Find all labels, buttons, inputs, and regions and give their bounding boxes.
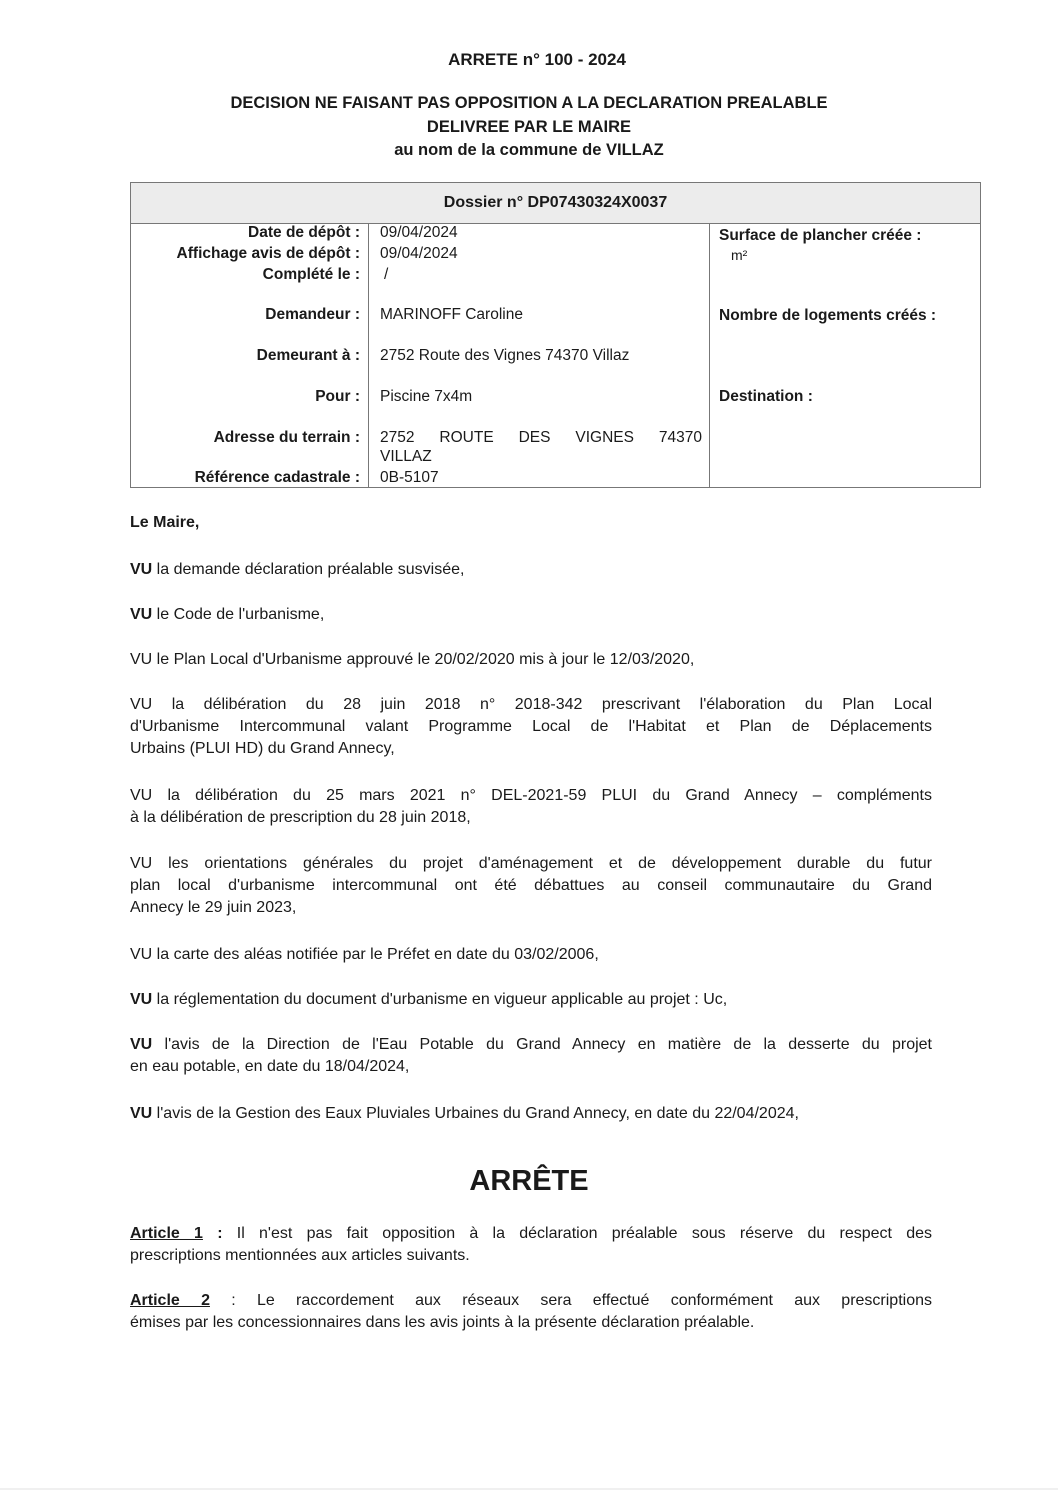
vu-code-text: le Code de l'urbanisme, — [152, 606, 325, 623]
article-2-line1 — [130, 1290, 932, 1312]
dossier-title: Dossier n° DP07430324X0037 — [131, 183, 980, 224]
date-depot-value: 09/04/2024 — [380, 224, 458, 241]
affichage-label: Affichage avis de dépôt : — [176, 245, 360, 262]
vu-code-urbanisme — [130, 604, 932, 626]
vu-eau-potable-text: l'avis de la Direction de l'Eau Potable du Grand Annecy en matière de la desserte du projet — [152, 1036, 932, 1053]
complete-label: Complété le : — [262, 266, 360, 283]
arrete-number: ARRETE n° 100 - 2024 — [448, 50, 626, 69]
vu-word: VU — [130, 991, 153, 1008]
vu-plu: VU le Plan Local d'Urbanisme approuvé le 20/02/2020 mis à jour le 12/03/2020, — [130, 651, 695, 668]
pour-label: Pour : — [315, 388, 360, 405]
nombre-logements-label: Nombre de logements créés : — [719, 307, 937, 324]
article-1-line1 — [130, 1223, 932, 1245]
vu-deliberation-2021-line1: VU la délibération du 25 mars 2021 n° DEL-2021-59 PLUI du Grand Annecy – compléments — [130, 787, 932, 804]
article-2-line2: émises par les concessionnaires dans les avis joints à la présente déclaration préalable. — [130, 1314, 755, 1331]
demeurant-value: 2752 Route des Vignes 74370 Villaz — [380, 347, 630, 364]
vu-reglementation-text: la réglementation du document d'urbanisme en vigueur applicable au projet : Uc, — [152, 991, 728, 1008]
vu-word: VU — [130, 606, 153, 623]
demandeur-label: Demandeur : — [265, 306, 360, 323]
article-1-colon: : — [202, 1225, 223, 1242]
vu-demande — [130, 559, 932, 581]
demeurant-label: Demeurant à : — [256, 347, 360, 364]
affichage-value: 09/04/2024 — [380, 245, 458, 262]
article-1-label: Article 1 — [130, 1225, 203, 1242]
vu-eau-potable-line2: en eau potable, en date du 18/04/2024, — [130, 1058, 410, 1075]
surface-unit: m² — [731, 247, 748, 263]
vu-carte-aleas: VU la carte des aléas notifiée par le Préfet en date du 03/02/2006, — [130, 946, 599, 963]
vu-eau-potable-line1 — [130, 1034, 932, 1056]
vu-demande-text: la demande déclaration préalable susvisée, — [152, 561, 465, 578]
decision-title-line2: DELIVREE PAR LE MAIRE — [426, 118, 632, 136]
vu-word: VU — [130, 1036, 153, 1053]
complete-value: / — [384, 266, 389, 283]
article-2-text: : Le raccordement aux réseaux sera effectué conformément aux prescriptions — [209, 1292, 933, 1309]
vu-deliberation-2018-line1: VU la délibération du 28 juin 2018 n° 2018-342 prescrivant l'élaboration du Plan Local — [130, 696, 932, 713]
vu-deliberation-2018-line3: Urbains (PLUI HD) du Grand Annecy, — [130, 740, 395, 757]
le-maire: Le Maire, — [130, 514, 200, 531]
vu-orientations-line2: plan local d'urbanisme intercommunal ont été débattues au conseil communautaire du Grand — [130, 877, 932, 894]
vu-reglementation — [130, 989, 932, 1011]
date-depot-label: Date de dépôt : — [248, 224, 360, 241]
scan-edge — [0, 1488, 1058, 1490]
reference-cadastrale-value: 0B-5107 — [380, 469, 439, 486]
article-1-text: Il n'est pas fait opposition à la déclaration préalable sous réserve du respect des — [222, 1225, 933, 1242]
reference-cadastrale-label: Référence cadastrale : — [194, 469, 360, 486]
demandeur-value: MARINOFF Caroline — [380, 306, 523, 323]
destination-label: Destination : — [719, 388, 813, 405]
decision-title-line1: DECISION NE FAISANT PAS OPPOSITION A LA DECLARATION PREALABLE — [230, 94, 828, 112]
pour-value: Piscine 7x4m — [380, 388, 473, 405]
vu-word: VU — [130, 1105, 153, 1122]
article-2-label: Article 2 — [130, 1292, 210, 1309]
vu-deliberation-2018-line2: d'Urbanisme Intercommunal valant Programme Local de l'Habitat et Plan de Déplacements — [130, 718, 932, 735]
decision-title-line3: au nom de la commune de VILLAZ — [394, 141, 664, 159]
article-1-line2: prescriptions mentionnées aux articles suivants. — [130, 1247, 470, 1264]
vu-orientations-line3: Annecy le 29 juin 2023, — [130, 899, 297, 916]
adresse-terrain-label: Adresse du terrain : — [213, 429, 360, 446]
surface-plancher-label: Surface de plancher créée : — [719, 227, 922, 244]
arrete-heading: ARRÊTE — [469, 1165, 589, 1197]
vu-word: VU — [130, 561, 153, 578]
vu-eaux-pluviales — [130, 1103, 932, 1125]
vu-orientations-line1: VU les orientations générales du projet d'aménagement et de développement durable du futur — [130, 855, 932, 872]
vu-eaux-pluviales-text: l'avis de la Gestion des Eaux Pluviales Urbaines du Grand Annecy, en date du 22/04/2024, — [152, 1105, 799, 1122]
column-divider — [709, 223, 710, 487]
adresse-terrain-value-line1: 2752 ROUTE DES VIGNES 74370 — [380, 429, 702, 446]
column-divider — [368, 223, 369, 487]
vu-deliberation-2021-line2: à la délibération de prescription du 28 juin 2018, — [130, 809, 471, 826]
adresse-terrain-value-line2: VILLAZ — [380, 448, 432, 465]
dossier-table — [130, 182, 981, 488]
